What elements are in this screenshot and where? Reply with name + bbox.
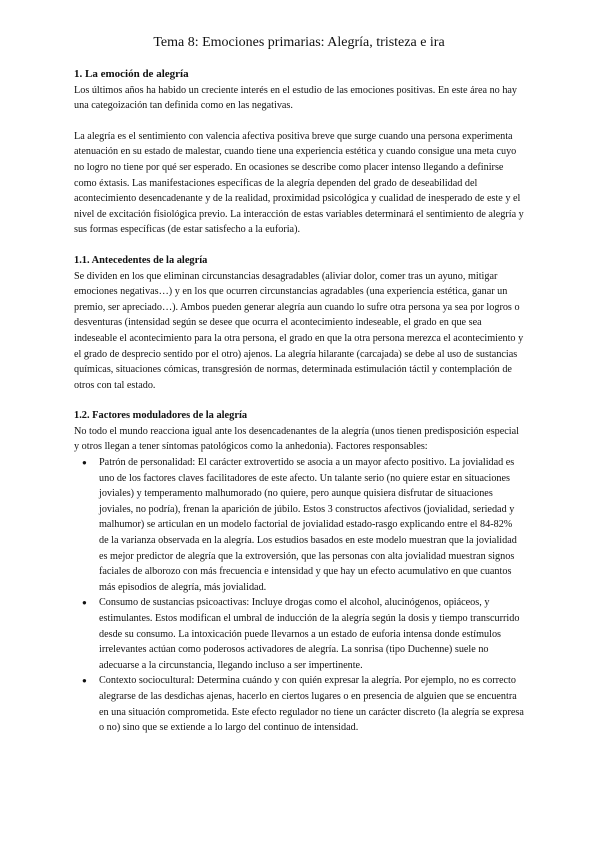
list-item-text: Consumo de sustancias psicoactivas: Incluye drogas como el alcohol, alucinógenos, opiáceos, y estimulantes. Estos modifican el umbral de inducción de la alegría según la dosis y tiempo transcurrido desde su consumo. La intoxicación puede llevarnos a un estado de euforia intensa donde estímulos irrelevantes actúan como poderosos activadores de alegría. La sonrisa (tipo Duchenne) suele no adecuarse a la circunstancia, llegando incluso a ser impertinente.: [99, 597, 520, 671]
list-item-text: Patrón de personalidad: El carácter extrovertido se asocia a un mayor afecto positivo. La jovialidad es uno de los factores claves facilitadores de este afecto. Un talante serio (no quiere estar en situaciones joviales) y temperamento malhumorado (no quiere, pero aunque quisiera disfrutar de situaciones joviales, no podría), frenan la aparición de júbilo. Estos 3 constructos afectivos (jovialidad, seriedad y malhumor) se articulan en un modelo factorial de jovialidad estado-rasgo explicando entre el 84-82% de la varianza observada en la alegría. Los estudios basados en este modelo muestran que la jovialidad es mejor predictor de alegría que la extroversión, que las personas con alta jovialidad muestran signos faciales de alborozo con más frecuencia e intensidad y que hay un efecto acumulativo en que cuantos más episodios de alegría, más jovialidad.: [99, 457, 517, 593]
page-title: Tema 8: Emociones primarias: Alegría, tristeza e ira: [153, 35, 445, 50]
bullet-icon: ●: [82, 598, 87, 608]
paragraph-factores-intro: No todo el mundo reacciona igual ante los desencadenantes de la alegría (unos tienen predisposición especial y otros llegan a tener síntomas patológicos como la anhedonia). Factores responsables:: [74, 425, 519, 453]
subsection-heading-factores: 1.2. Factores moduladores de la alegría: [74, 410, 248, 422]
bullet-icon: ●: [82, 676, 87, 686]
subsection-heading-antecedentes: 1.1. Antecedentes de la alegría: [74, 254, 208, 266]
paragraph-definicion: La alegría es el sentimiento con valencia afectiva positiva breve que surge cuando una persona experimenta atenuación en su estado de malestar, cuando tiene una experiencia estética y cuando consigue una meta cuyo no logro no tiene por qué ser esperado. En ocasiones se describe como placer intenso llegando a definirse como éxtasis. Las manifestaciones específicas de la alegría dependen del grado de deseabilidad del acontecimiento desencadenante y de la realidad, proximidad psicológica y cualidad de inesperado de este y el nivel de excitación fisiológica previo. La interacción de estas variables determinará el sentimiento de alegría y sus formas específicas (de estar satisfecho a la euforia).: [74, 130, 524, 236]
list-item-text: Contexto sociocultural: Determina cuándo y con quién expresar la alegría. Por ejemplo, no es correcto alegrarse de las desdichas ajenas, hacerlo en ciertos lugares o en presencia de alguien que se encuentra en una situación comprometida. Este efecto regulador no tiene un carácter discreto (la alegría se expresa o no) sino que se extiende a lo largo del continuo de intensidad.: [99, 675, 524, 734]
section-heading-alegria: 1. La emoción de alegría: [74, 68, 189, 80]
factors-list: [74, 455, 524, 736]
paragraph-gap: [74, 238, 524, 253]
list-item: [82, 455, 524, 595]
list-item: [82, 673, 524, 735]
paragraph-gap: [74, 114, 524, 129]
paragraph-antecedentes: Se dividen en los que eliminan circunstancias desagradables (aliviar dolor, comer tras un ayuno, mitigar emociones negativas…) y en los que ocurren circunstancias agradables (una experiencia estética, ganar un premio, ser apreciado…). Ambos pueden generar alegría aun cuando lo sufre otra persona ya sea por logros o desventuras (intensidad según se desee que ocurra el acontecimiento indeseable, el grado en que sea indeseable el acontecimiento para la otra persona, el grado en que la otra persona merezca el acontecimiento y el grado de desprecio sentido por el otro) ajenos. La alegría hilarante (carcajada) se debe al uso de sustancias químicas, situaciones cómicas, transgresión de normas, determinada estimulación táctil y contemplación de otros con tal estado.: [74, 270, 524, 391]
paragraph-gap: [74, 393, 524, 408]
list-item: [82, 595, 524, 673]
bullet-icon: ●: [82, 458, 87, 468]
paragraph-intro: Los últimos años ha habido un creciente interés en el estudio de las emociones positivas. En este área no hay una categoización tan definida como en las negativas.: [74, 84, 518, 112]
